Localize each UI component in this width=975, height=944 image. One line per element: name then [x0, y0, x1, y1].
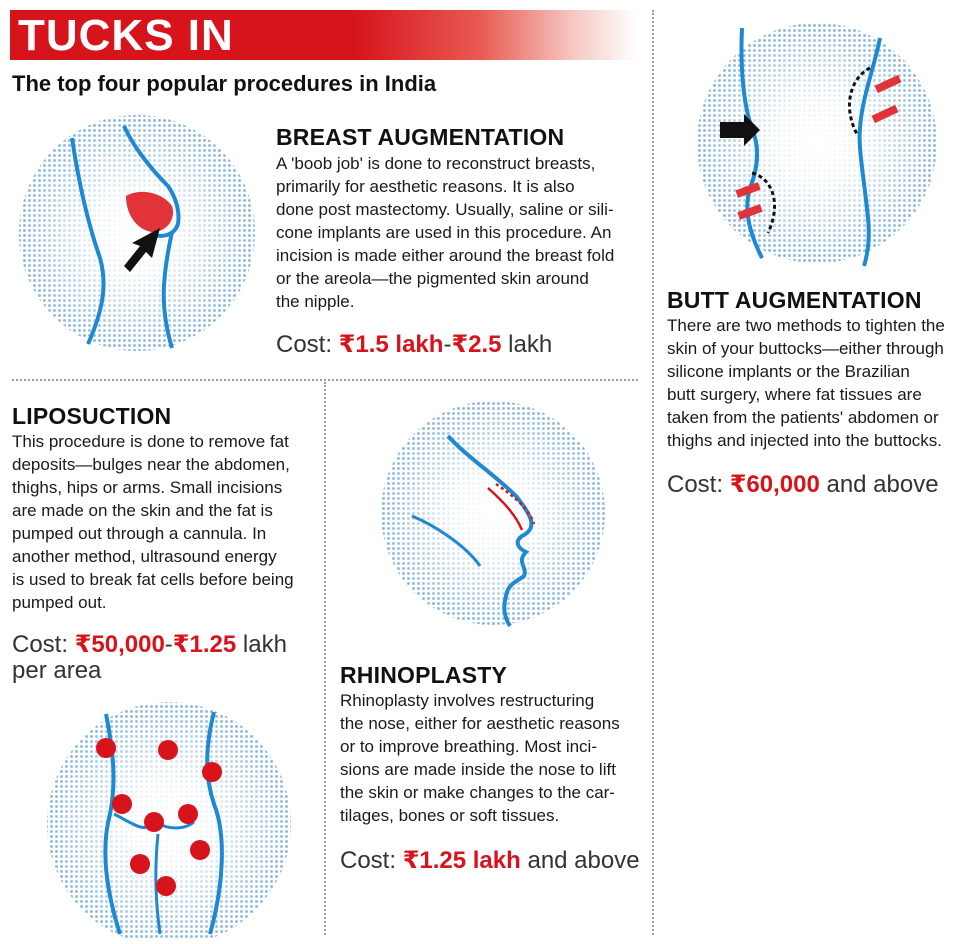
page-title: TUCKS IN	[18, 11, 234, 60]
page-subtitle: The top four popular procedures in India	[12, 71, 437, 96]
lipo-title: LIPOSUCTION	[12, 403, 172, 429]
rhino-title: RHINOPLASTY	[340, 662, 508, 688]
liposuction-illustration	[44, 694, 294, 938]
rhino-cost: Cost: ₹1.25 lakh and above	[340, 847, 640, 874]
breast-title: BREAST AUGMENTATION	[276, 124, 565, 150]
lipo-description: This procedure is done to remove fat deposits—bulges near the abdomen, thighs, hips or arms. Small incisions are made on the skin and the fat is pumped out through a cannula. In another method, ultrasound energy is used to break fat cells before being pumped out.	[12, 432, 294, 612]
butt-illustration	[692, 18, 942, 268]
breast-description: A 'boob job' is done to reconstruct breasts, primarily for aesthetic reasons. It is also done post mastectomy. Usually, saline or sili- cone implants are used in this procedure. An incision is made either around the breast fold or the areola—the pigmented skin around the nipple.	[276, 154, 615, 311]
breast-illustration	[12, 108, 262, 358]
column-divider	[652, 10, 654, 935]
rhino-description: Rhinoplasty involves restructuring the nose, either for aesthetic reasons or to improve breathing. Most inci- sions are made inside the nose to lift the skin or make changes to the car- tilages, bones or soft tissues.	[340, 691, 620, 825]
butt-description: There are two methods to tighten the skin of your buttocks—either through silicone implants or the Brazilian butt surgery, where fat tissues are taken from the patients' abdomen or thighs and injected into the buttocks.	[667, 316, 945, 450]
title-banner	[10, 10, 637, 60]
row-divider	[12, 379, 638, 381]
lipo-cost: Cost: ₹50,000-₹1.25 lakh per area	[12, 631, 287, 684]
butt-cost: Cost: ₹60,000 and above	[667, 471, 939, 498]
rhinoplasty-illustration	[376, 396, 610, 630]
breast-cost: Cost: ₹1.5 lakh-₹2.5 lakh	[276, 331, 553, 358]
mid-column-divider	[324, 382, 326, 935]
butt-title: BUTT AUGMENTATION	[667, 287, 922, 313]
